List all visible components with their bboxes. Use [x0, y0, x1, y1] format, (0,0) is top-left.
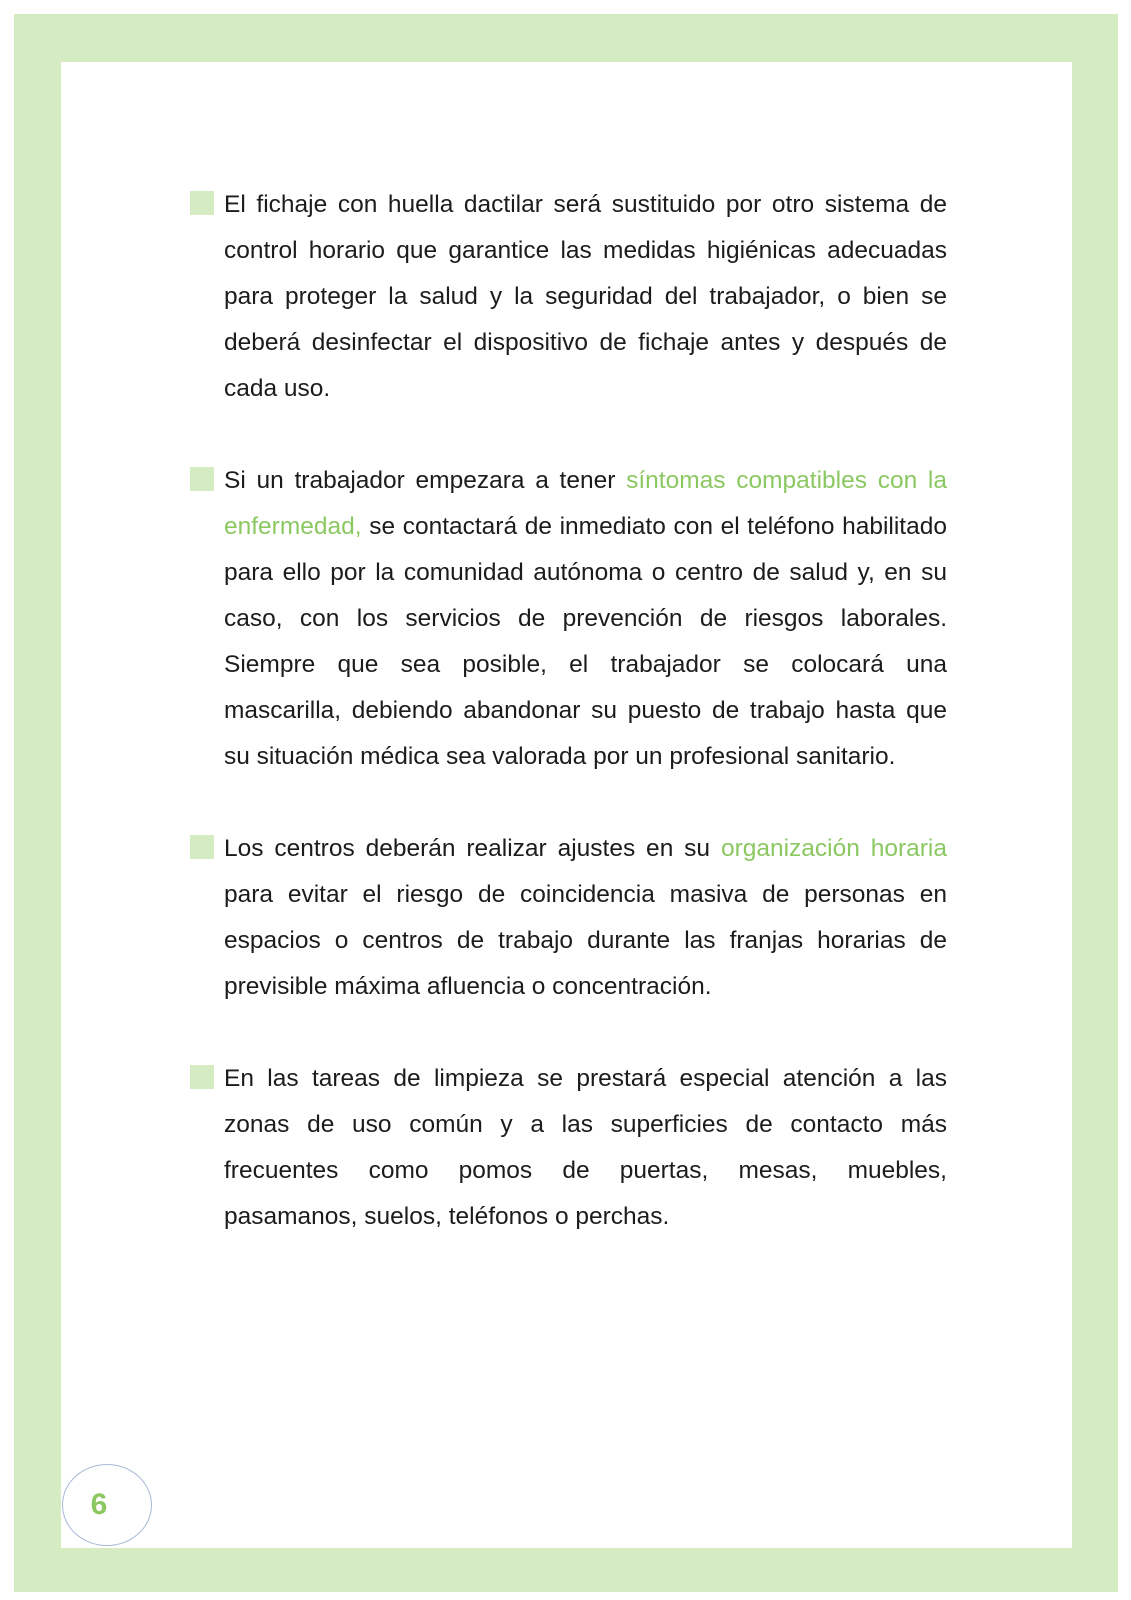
text-run: El fichaje con huella dactilar será sustituido por otro sistema de control horario que garantice las medidas higiénicas adecuadas para proteger la salud y la seguridad del trabajador, o bien se deberá desinfectar el dispositivo de fichaje antes y después de cada uso. [224, 191, 947, 402]
paragraph-sintomas [224, 458, 947, 780]
list-item [190, 1056, 947, 1240]
list-item [190, 182, 947, 412]
page-number-badge [62, 1464, 152, 1546]
text-run: Si un trabajador empezara a tener [224, 467, 627, 494]
paragraph-fichaje [224, 182, 947, 412]
square-bullet-icon [190, 1065, 214, 1089]
paragraph-limpieza [224, 1056, 947, 1240]
square-bullet-icon [190, 835, 214, 859]
list-item [190, 826, 947, 1010]
text-run: se contactará de inmediato con el teléfono habilitado para ello por la comunidad autónoma o centro de salud y, en su caso, con los servicios de prevención de riesgos laborales. Siempre que sea posible, el trabajador se colocará una mascarilla, debiendo abandonar su puesto de trabajo hasta que su situación médica sea valorada por un profesional sanitario. [224, 513, 947, 770]
text-run: para evitar el riesgo de coincidencia masiva de personas en espacios o centros de trabajo durante las franjas horarias de previsible máxima afluencia o concentración. [224, 881, 947, 1000]
square-bullet-icon [190, 191, 214, 215]
text-run: En las tareas de limpieza se prestará especial atención a las zonas de uso común y a las superficies de contacto más frecuentes como pomos de puertas, mesas, muebles, pasamanos, suelos, teléfonos o perchas. [224, 1065, 947, 1230]
highlighted-text: síntomas compatibles con la enfermedad, [224, 467, 947, 540]
list-item [190, 458, 947, 780]
text-run: Los centros deberán realizar ajustes en su [224, 835, 721, 862]
paragraph-organizacion [224, 826, 947, 1010]
page-number: 6 [90, 1488, 108, 1521]
highlighted-text: organización horaria [720, 835, 947, 862]
square-bullet-icon [190, 467, 214, 491]
bullet-list [190, 182, 947, 1286]
